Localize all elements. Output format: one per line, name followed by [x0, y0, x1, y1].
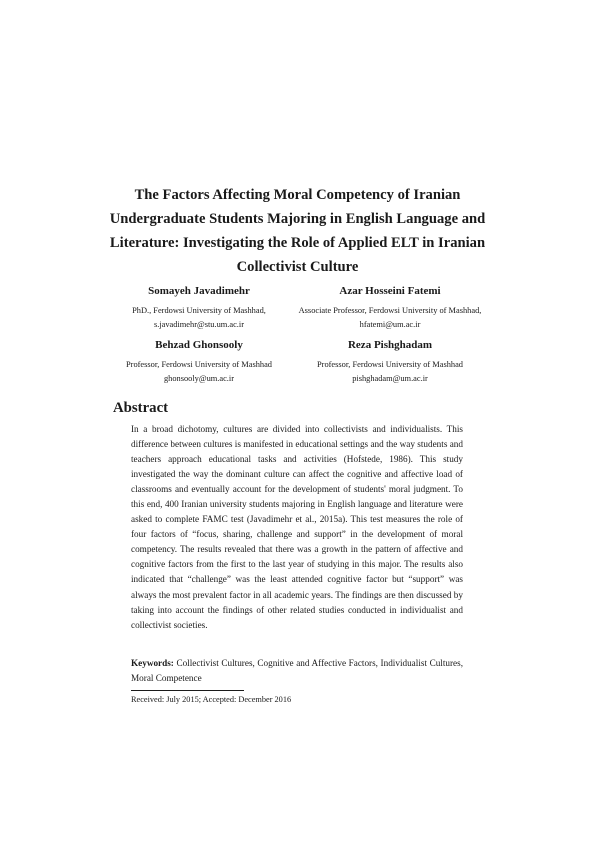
- title-line: Literature: Investigating the Role of Applied ELT in Iranian: [109, 235, 486, 251]
- author-email: s.javadimehr@stu.um.ac.ir: [153, 320, 245, 329]
- author-block: [270, 338, 510, 386]
- author-email: pishghadam@um.ac.ir: [352, 374, 428, 383]
- author-block: [270, 284, 510, 332]
- paper-title: [100, 183, 495, 279]
- author-email: hfatemi@um.ac.ir: [359, 320, 421, 329]
- title-line: Undergraduate Students Majoring in English Language and: [109, 211, 486, 227]
- keywords-label: Keywords:: [131, 658, 174, 668]
- abstract-text: In a broad dichotomy, cultures are divided into collectivists and individualists. This difference between cultures is manifested in educational settings and the way students and teachers approach educational tasks and activities (Hofstede, 1986). This study investigated the way the dominant culture can affect the cognitive and affective load of classrooms and eventually account for the development of students' moral judgment. To this end, 400 Iranian university students majoring in English language and literature were asked to complete FAMC test (Javadimehr et al., 2015a). This test measures the role of four factors of “focus, sharing, challenge and support” in the development of moral competency. The results revealed that there was a growth in the pattern of affective and cognitive factors from the first to the last year of studying in this major. The results also indicated that “challenge” was the least attended cognitive factor but “support” was always the most prevalent factor in all academic years. The findings are then discussed by taking into account the findings of other related studies conducted in individualist and collectivist societies.: [131, 424, 463, 630]
- author-affiliation: Professor, Ferdowsi University of Mashhad: [317, 360, 463, 369]
- author-name: Reza Pishghadam: [347, 339, 433, 351]
- keywords: [131, 656, 463, 686]
- author-name: Azar Hosseini Fatemi: [339, 285, 441, 297]
- author-name: Behzad Ghonsooly: [155, 339, 243, 351]
- title-line: The Factors Affecting Moral Competency of Iranian: [134, 187, 461, 203]
- author-affiliation: Associate Professor, Ferdowsi University of Mashhad,: [298, 306, 482, 315]
- keywords-text: Collectivist Cultures, Cognitive and Affective Factors, Individualist Cultures, Moral Competence: [131, 658, 463, 684]
- abstract-heading: Abstract: [113, 400, 169, 416]
- author-name: Somayeh Javadimehr: [148, 285, 250, 297]
- received-note: Received: July 2015; Accepted: December 2016: [131, 695, 292, 704]
- author-affiliation: PhD., Ferdowsi University of Mashhad,: [132, 306, 266, 315]
- title-line: Collectivist Culture: [236, 259, 359, 275]
- footnote-divider: [131, 690, 244, 691]
- author-affiliation: Professor, Ferdowsi University of Mashhad: [126, 360, 272, 369]
- author-email: ghonsooly@um.ac.ir: [163, 374, 235, 383]
